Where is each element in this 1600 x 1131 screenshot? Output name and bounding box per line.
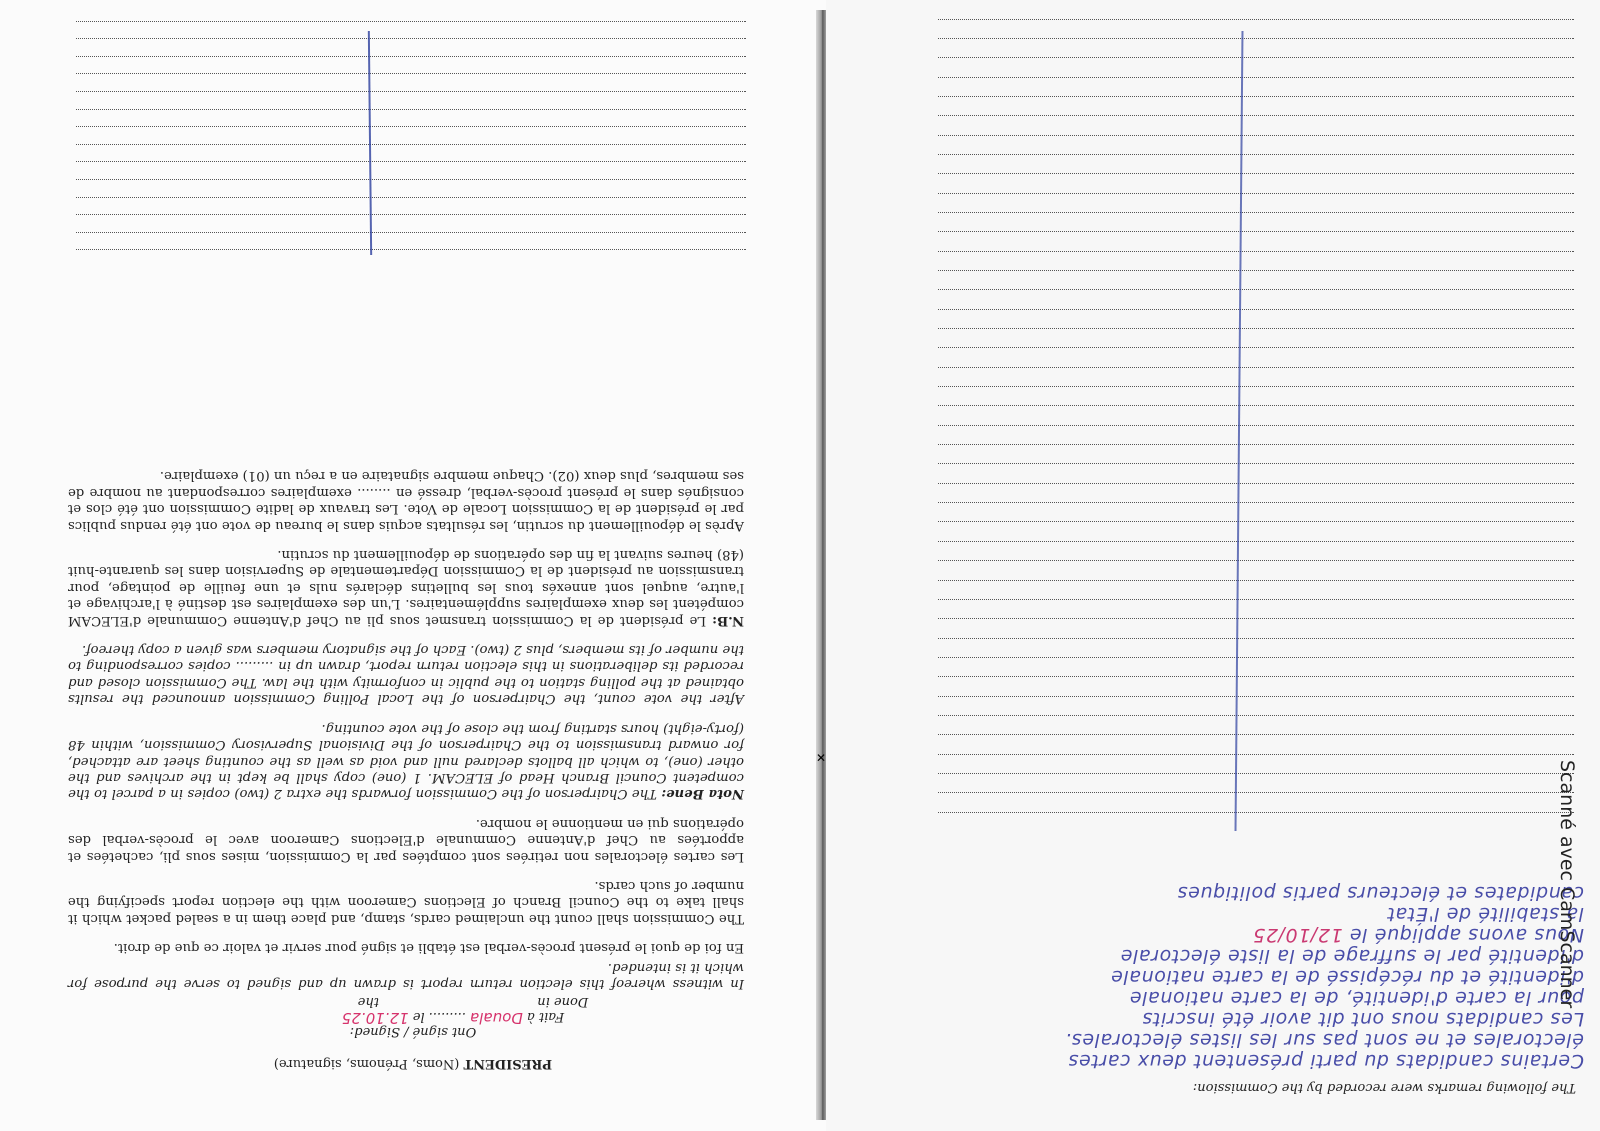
ruled-line — [938, 251, 1574, 270]
ruled-line — [938, 541, 1574, 560]
ruled-line — [938, 96, 1574, 115]
ruled-line — [938, 270, 1574, 289]
ruled-line — [938, 715, 1574, 734]
ruled-line — [938, 135, 1574, 154]
signed-line: Ont signé / Signed: — [349, 1024, 477, 1039]
hand-line: pour la carte d'identité, de la carte nationale — [1129, 987, 1584, 1009]
ruled-line — [938, 502, 1574, 521]
hand-line: d'identité par le suffrage de la liste électorale — [1120, 945, 1584, 967]
ruled-line — [938, 638, 1574, 657]
ruled-line — [938, 57, 1574, 76]
fait-label: Fait à — [527, 1009, 565, 1024]
english-results: After the vote count, the Chairperson of the Local Polling Commission announced the results obtained at the polling station to the public in conformity with the law. The Commission closed and recorded its deliberations in this election return report, drawn up in ......... copies corresponding to the number of its members, plus 2 (two). Each of the signatory members was given a copy thereof. — [68, 642, 744, 707]
camscanner-watermark: Scanné avec CamScanner — [1556, 760, 1578, 1009]
english-witness: In witness whereof this election return report is drawn up and signed to serve the purpose for which it is intended. — [68, 959, 744, 991]
french-nb — [68, 546, 744, 628]
ruled-line — [938, 754, 1574, 773]
ruled-line — [938, 0, 1574, 19]
ruled-line — [938, 289, 1574, 308]
ruled-line — [938, 38, 1574, 57]
the-label: the — [357, 994, 380, 1009]
ruled-line — [938, 367, 1574, 386]
ruled-line — [938, 173, 1574, 192]
nota-text: The Chairperson of the Commission forwards the extra 2 (two) copies in a parcel to the competent Council Branch Head of ELECAM. 1 (one) copy shall be kept in the archives and the other (one), to which all ballots declared null and void as well as the counting sheet are attached, for onward transmission to the Chairperson of the Divisional Supervisory Commission, within 48 (forty-eight) hours starting from the close of the vote counting. — [68, 720, 744, 802]
ruled-line — [938, 483, 1574, 502]
ruled-line — [938, 580, 1574, 599]
ruled-line — [938, 560, 1574, 579]
ruled-line — [938, 405, 1574, 424]
ruled-line — [938, 231, 1574, 250]
hand-line — [934, 924, 1584, 945]
right-page-content — [826, 0, 1600, 1131]
fait-place: Douala — [470, 1009, 523, 1027]
nb-text: Le président de la Commission transmet sous pli au Chef d'Antenne Communale d'ELECAM compétent les deux exemplaires supplémentaires. L'un des exemplaires est destiné à l'archivage et l'autre, auquel sont annexés tous les bulletins déclarés nuls et une feuille de pointage, pour transmission au président de la Commission Départementale de Supervision dans les quarante-huit (48) heures suivant la fin des opérations de dépouillement du scrutin. — [68, 547, 744, 628]
ruled-line — [938, 444, 1574, 463]
president-hint: (Noms, Prénoms, signature) — [273, 1056, 464, 1071]
nota-bene — [68, 719, 744, 801]
nb-label: N.B: — [712, 612, 744, 628]
fait-date: 12.10.25 — [341, 1009, 409, 1027]
ruled-line — [938, 676, 1574, 695]
ruled-line — [938, 193, 1574, 212]
ruled-line — [938, 309, 1574, 328]
hand-date: 12/10/25 — [1252, 924, 1343, 946]
french-cards: Les cartes électorales non retirées sont comptées par la Commission, mises sous pli, cachetées et apportées au Chef d'Antenne Communale d'Elections Cameroon avec le procès-verbal des opérations qui en mentionne le nombre. — [68, 815, 744, 864]
hand-line: électorales et ne sont pas sur les listes électorales. — [1064, 1029, 1584, 1051]
gutter-mark: ✕ — [815, 751, 827, 765]
ruled-line — [938, 463, 1574, 482]
ruled-line — [938, 425, 1574, 444]
president-label: PRESIDENT — [463, 1056, 553, 1071]
nota-label: Nota Bene: — [661, 786, 744, 802]
ruled-line — [938, 77, 1574, 96]
ruled-line — [938, 599, 1574, 618]
ruled-line — [938, 618, 1574, 637]
hand-line: candidates et électeurs partis politiques — [1177, 882, 1584, 904]
fait-line: Fait à Douala ......... le 12.10.25 — [341, 1009, 565, 1027]
ruled-line — [938, 773, 1574, 792]
ruled-line — [938, 386, 1574, 405]
ruled-line — [938, 328, 1574, 347]
remarks-title: The following remarks were recorded by the Commission: — [1192, 1080, 1576, 1095]
hand-line: la stabilité de l'État — [1386, 903, 1584, 925]
ruled-line — [938, 19, 1574, 38]
hand-text: Nous avons appliqué le — [1349, 924, 1584, 946]
right-page — [826, 0, 1600, 1131]
ruled-line — [938, 696, 1574, 715]
ruled-line — [938, 522, 1574, 541]
ruled-line — [938, 154, 1574, 173]
handwritten-remarks — [934, 882, 1584, 1071]
ruled-line — [938, 115, 1574, 134]
ruled-line — [938, 347, 1574, 366]
left-dotted-lines — [76, 21, 746, 267]
hand-line: d'identité et du récépissé de la carte nationale — [1110, 966, 1584, 988]
hand-line: Les candidats nous ont dit avoir été inscrits — [1141, 1008, 1584, 1030]
right-dotted-lines — [938, 0, 1574, 831]
french-witness: En foi de quoi le présent procès-verbal est établi et signé pour servir et valoir ce que de droit. — [113, 940, 744, 956]
le-label: le — [412, 1009, 425, 1024]
ruled-line — [938, 734, 1574, 753]
ruled-line — [938, 792, 1574, 811]
ruled-line — [938, 657, 1574, 676]
ruled-line — [938, 212, 1574, 231]
french-results: Après le dépouillement du scrutin, les résultats acquis dans le bureau de vote ont été rendus publics par le président de la Commission Locale de Vote. Les travaux de ladite Commission ont été clos et consignés dans le présent procès-verbal, dressé en ........ exemplaires correspondant au nombre de ses membres, plus deux (02). Chaque membre signataire en a reçu un (01) exemplaire. — [68, 468, 744, 533]
ruled-line — [938, 812, 1574, 831]
english-cards: The Commission shall count the unclaimed cards, stamp, and place them in a sealed packet which it shall take to the Council Branch of Elections Cameroon with the election report specifying the number of such cards. — [68, 877, 744, 926]
hand-line: Certains candidats du parti présentent deux cartes — [1068, 1050, 1584, 1072]
left-paragraphs — [68, 454, 744, 991]
done-in-label: Done in — [537, 994, 589, 1009]
